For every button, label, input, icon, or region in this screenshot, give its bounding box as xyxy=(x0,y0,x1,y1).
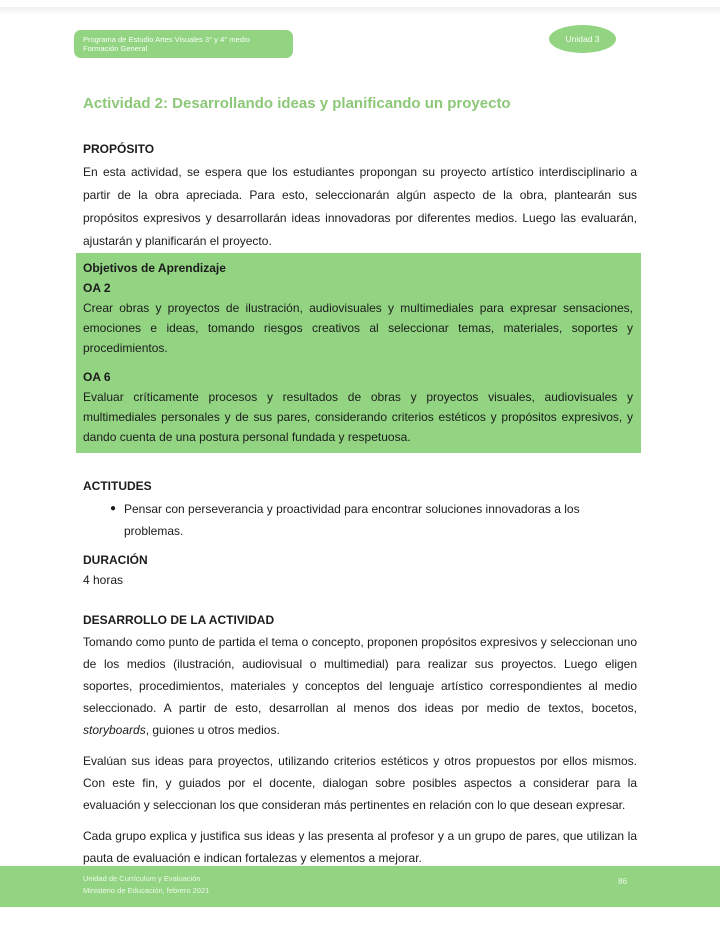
footer-line1: Unidad de Currículum y Evaluación xyxy=(83,874,201,883)
desarrollo-p1-before: Tomando como punto de partida el tema o concepto, proponen propósitos expresivos y seleccionan uno de los medios (ilustración, audiovisual o multimedial) para realizar sus proyectos. Luego eligen soportes, procedimientos, materiales y conceptos del lenguaje artístico correspondientes al medio seleccionado. A partir de esto, desarrollan al menos dos ideas por medio de textos, bocetos, xyxy=(83,635,637,715)
learning-objectives-box xyxy=(76,253,641,453)
oa6-text: Evaluar críticamente procesos y resultados de obras y proyectos visuales, audiovisuales y multimediales personales y de sus pares, considerando criterios estéticos y propósitos expresivos, y dando cuenta de una postura personal fundada y respetuosa. xyxy=(83,390,633,444)
footer-line2: Ministerio de Educación, febrero 2021 xyxy=(83,885,210,895)
oa2-text: Crear obras y proyectos de ilustración, audiovisuales y multimediales para expresar sensaciones, emociones e ideas, tomando riesgos creativos al seleccionar temas, materiales, soportes y procedimientos. xyxy=(83,301,633,355)
footer-bar xyxy=(0,866,720,907)
bullet-icon: ● xyxy=(110,503,117,514)
storyboards-italic-term: storyboards xyxy=(83,723,146,737)
desarrollo-paragraph-3: Cada grupo explica y justifica sus ideas y las presenta al profesor y a un grupo de pares, que utilizan la pauta de evaluación e indican fortalezas y elementos a mejorar. xyxy=(83,829,637,865)
duracion-label: DURACIÓN xyxy=(83,553,148,567)
actitudes-list-item xyxy=(83,498,637,542)
desarrollo-section xyxy=(83,609,637,869)
program-badge-line2: Formación General xyxy=(83,44,148,54)
oa6-code: OA 6 xyxy=(83,370,111,384)
desarrollo-paragraph-2: Evalúan sus ideas para proyectos, utilizando criterios estéticos y otros propuestos por ellos mismos. Con este fin, y guiados por el docente, dialogan sobre posibles aspectos a considerar para la evaluación y seleccionan los que consideran más pertinentes en relación con lo que desean expresar. xyxy=(83,754,637,812)
oa2-code: OA 2 xyxy=(83,281,111,295)
actitudes-label: ACTITUDES xyxy=(83,479,152,493)
page-title: Actividad 2: Desarrollando ideas y planificando un proyecto xyxy=(83,95,511,112)
desarrollo-paragraph-1 xyxy=(83,631,637,741)
duracion-value: 4 horas xyxy=(83,573,124,587)
proposito-label: PROPÓSITO xyxy=(83,142,155,156)
unit-badge-label: Unidad 3 xyxy=(565,34,600,44)
oa-box-heading: Objetivos de Aprendizaje xyxy=(83,261,226,275)
page-number: 86 xyxy=(618,877,627,886)
actitudes-item-text: Pensar con perseverancia y proactividad para encontrar soluciones innovadoras a los problemas. xyxy=(124,502,580,538)
desarrollo-p1-after: , guiones u otros medios. xyxy=(145,723,280,737)
desarrollo-label: DESARROLLO DE LA ACTIVIDAD xyxy=(83,613,275,627)
content-column xyxy=(83,0,637,878)
program-badge-line1: Programa de Estudio Artes Visuales 3° y 4° medio xyxy=(83,34,250,44)
proposito-text: En esta actividad, se espera que los estudiantes propongan su proyecto artístico interdisciplinario a partir de la obra apreciada. Para esto, seleccionarán algún aspecto de la obra, plantearán sus propósitos expresivos y desarrollarán ideas innovadoras por diferentes medios. Luego las evaluarán, ajustarán y planificarán el proyecto. xyxy=(83,165,637,248)
oa-box-spacer xyxy=(83,358,633,367)
